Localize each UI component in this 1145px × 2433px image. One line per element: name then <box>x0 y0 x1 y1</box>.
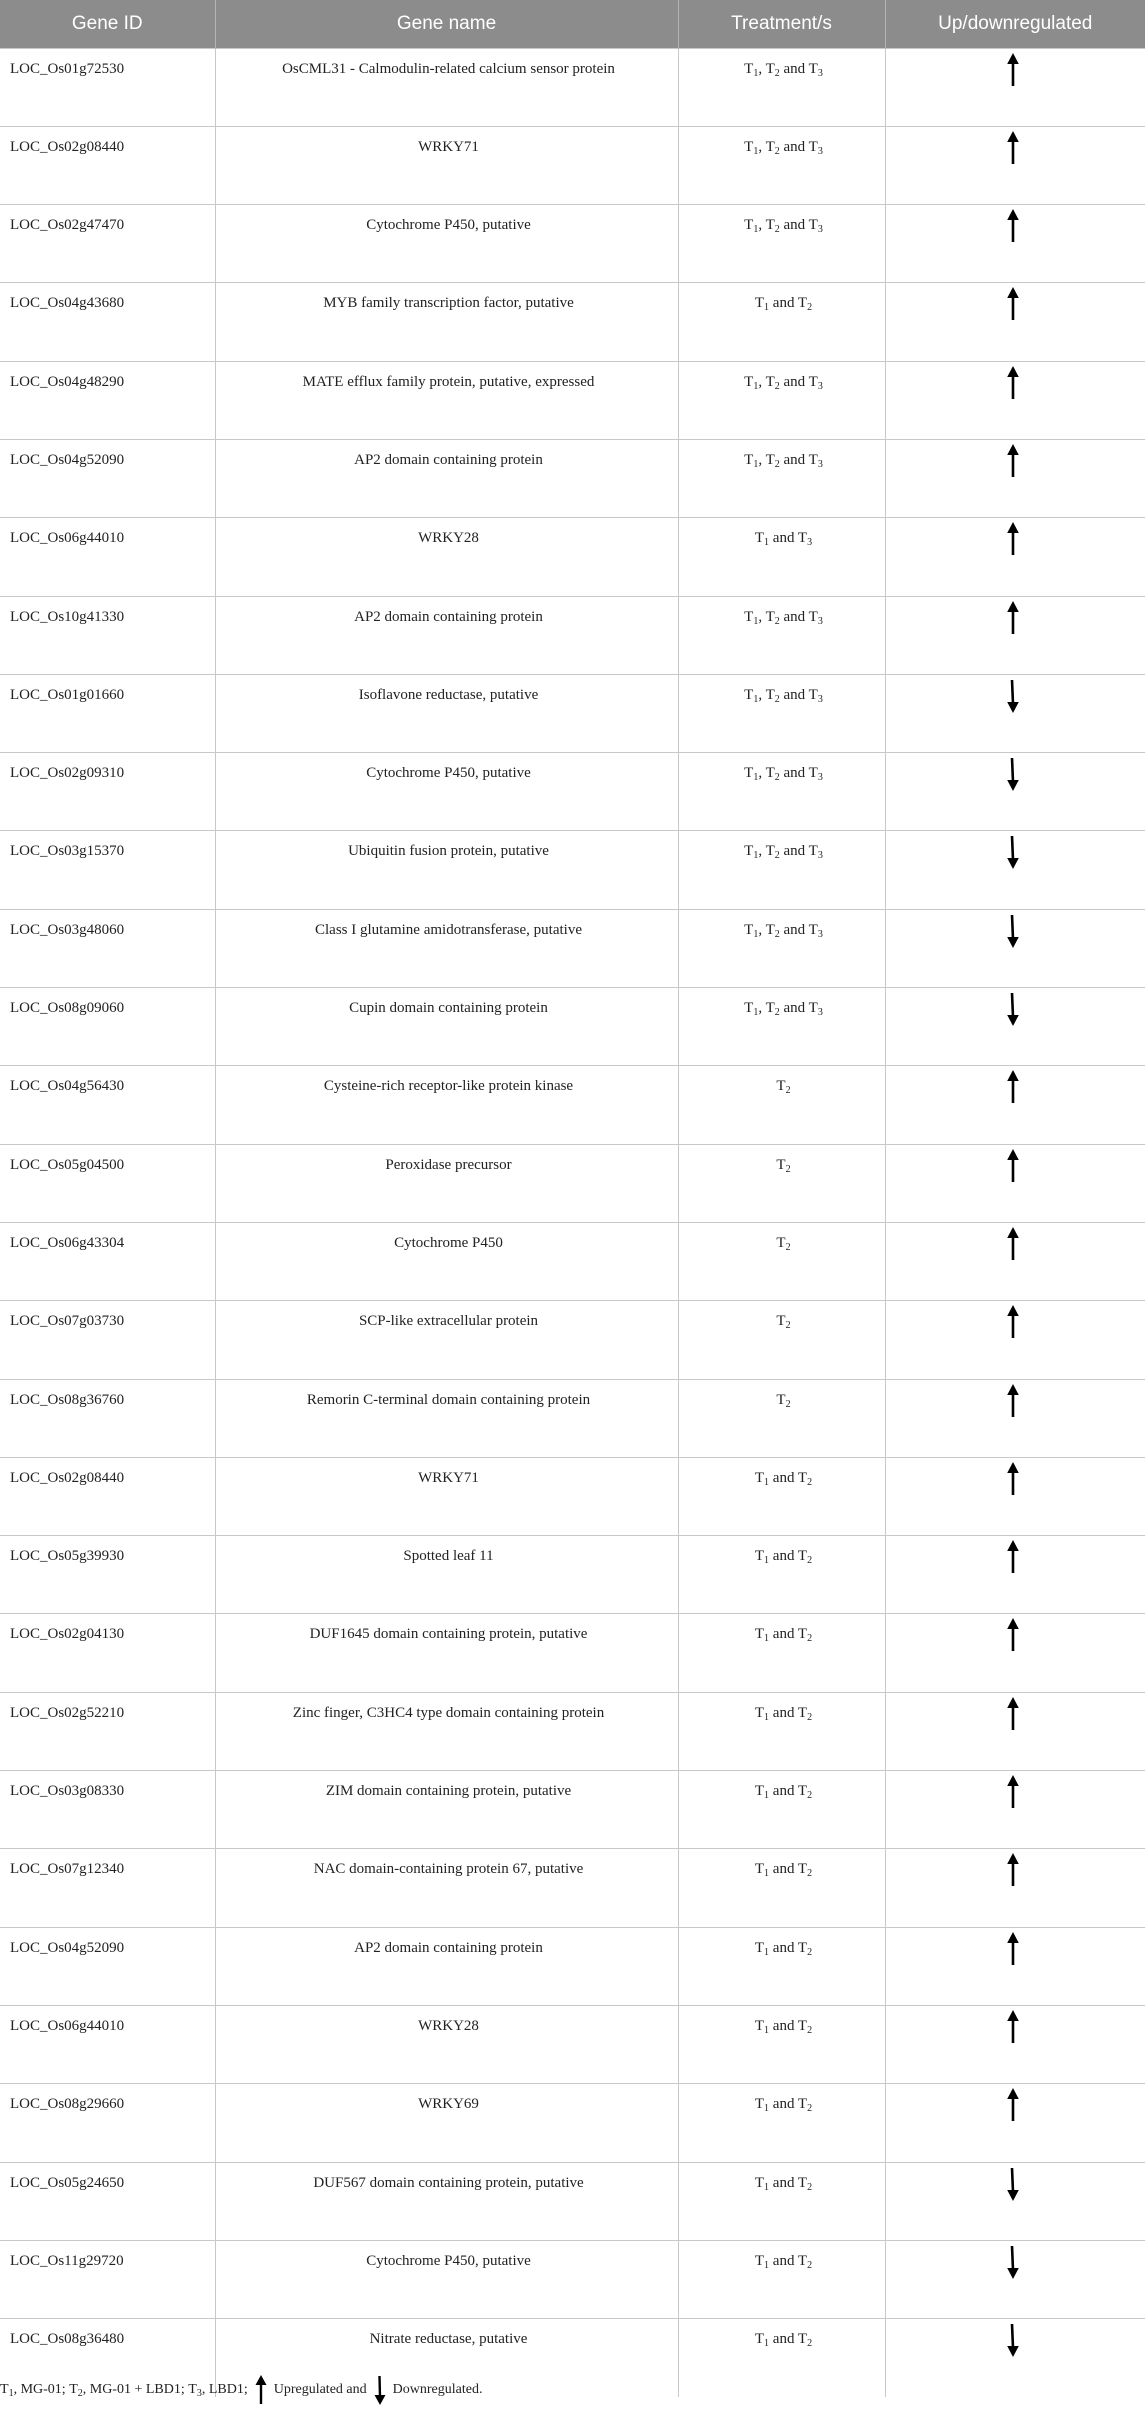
table-row <box>0 909 1145 987</box>
regulation-cell <box>885 2005 1145 2083</box>
treatments-cell: $T_2$ <box>678 1144 885 1222</box>
table-row <box>0 1457 1145 1535</box>
gene-name-cell: AP2 domain containing protein <box>215 1927 678 2005</box>
gene-name-cell: Nitrate reductase, putative <box>215 2319 678 2397</box>
gene-id-cell: LOC_Os01g72530 <box>0 48 215 126</box>
up-arrow-icon <box>1006 2088 1020 2122</box>
down-arrow-icon <box>1006 835 1020 869</box>
up-arrow-icon <box>1006 1618 1020 1652</box>
table-row <box>0 2005 1145 2083</box>
gene-name-cell: Cysteine-rich receptor-like protein kinase <box>215 1066 678 1144</box>
down-arrow-icon <box>373 2375 387 2405</box>
column-header-treatments: Treatment/s <box>678 0 885 48</box>
gene-id-cell: LOC_Os02g47470 <box>0 205 215 283</box>
up-arrow-icon <box>1006 366 1020 400</box>
treatments-cell: $T_1$ and $T_2$ <box>678 1457 885 1535</box>
footnote-t3: $T_3$, LBD1; <box>188 2381 248 2399</box>
gene-name-cell: Spotted leaf 11 <box>215 1536 678 1614</box>
table-row <box>0 1849 1145 1927</box>
table-row <box>0 361 1145 439</box>
gene-name-cell: Class I glutamine amidotransferase, putative <box>215 909 678 987</box>
table-row <box>0 2162 1145 2240</box>
table-header <box>0 0 1145 48</box>
gene-name-cell: Remorin C-terminal domain containing protein <box>215 1379 678 1457</box>
gene-id-cell: LOC_Os04g48290 <box>0 361 215 439</box>
regulation-cell <box>885 2084 1145 2162</box>
treatments-cell: $T_1$ and $T_2$ <box>678 1536 885 1614</box>
regulation-cell <box>885 1222 1145 1300</box>
regulation-cell <box>885 2240 1145 2318</box>
regulation-cell <box>885 753 1145 831</box>
treatments-cell: $T_1$ and $T_2$ <box>678 1614 885 1692</box>
table-row <box>0 283 1145 361</box>
table-row <box>0 2240 1145 2318</box>
treatments-cell: $T_2$ <box>678 1301 885 1379</box>
footnote-t2: $T_2$, MG-01 + LBD1; <box>69 2381 189 2399</box>
gene-name-cell: Cupin domain containing protein <box>215 988 678 1066</box>
gene-name-cell: MYB family transcription factor, putative <box>215 283 678 361</box>
treatments-cell: $T_1$ and $T_2$ <box>678 2005 885 2083</box>
gene-name-cell: WRKY71 <box>215 126 678 204</box>
up-arrow-icon <box>1006 1775 1020 1809</box>
treatments-cell: $T_1$ and $T_2$ <box>678 1692 885 1770</box>
gene-name-cell: OsCML31 - Calmodulin-related calcium sensor protein <box>215 48 678 126</box>
gene-name-cell: WRKY28 <box>215 2005 678 2083</box>
treatments-cell: $T_2$ <box>678 1222 885 1300</box>
treatments-cell: $T_1$, $T_2$ and $T_3$ <box>678 988 885 1066</box>
up-arrow-icon <box>1006 1697 1020 1731</box>
table-row <box>0 48 1145 126</box>
regulation-cell <box>885 518 1145 596</box>
gene-name-cell: DUF567 domain containing protein, putative <box>215 2162 678 2240</box>
regulation-cell <box>885 1301 1145 1379</box>
treatments-cell: $T_1$ and $T_3$ <box>678 518 885 596</box>
regulation-cell <box>885 283 1145 361</box>
treatments-cell: $T_1$, $T_2$ and $T_3$ <box>678 205 885 283</box>
down-arrow-icon <box>1006 757 1020 791</box>
gene-id-cell: LOC_Os04g52090 <box>0 439 215 517</box>
treatments-cell: $T_1$ and $T_2$ <box>678 283 885 361</box>
treatments-cell: $T_1$ and $T_2$ <box>678 2319 885 2397</box>
gene-name-cell: Cytochrome P450, putative <box>215 753 678 831</box>
gene-id-cell: LOC_Os04g52090 <box>0 1927 215 2005</box>
gene-id-cell: LOC_Os07g12340 <box>0 1849 215 1927</box>
gene-id-cell: LOC_Os02g09310 <box>0 753 215 831</box>
gene-name-cell: SCP-like extracellular protein <box>215 1301 678 1379</box>
regulation-cell <box>885 1536 1145 1614</box>
treatments-cell: $T_1$ and $T_2$ <box>678 2162 885 2240</box>
up-arrow-icon <box>1006 1305 1020 1339</box>
gene-name-cell: ZIM domain containing protein, putative <box>215 1771 678 1849</box>
gene-name-cell: AP2 domain containing protein <box>215 439 678 517</box>
up-arrow-icon <box>1006 601 1020 635</box>
regulation-cell <box>885 988 1145 1066</box>
treatments-cell: $T_2$ <box>678 1066 885 1144</box>
gene-id-cell: LOC_Os08g29660 <box>0 2084 215 2162</box>
table-row <box>0 439 1145 517</box>
table-row <box>0 753 1145 831</box>
up-arrow-icon <box>1006 1540 1020 1574</box>
up-arrow-icon <box>1006 1853 1020 1887</box>
gene-id-cell: LOC_Os05g39930 <box>0 1536 215 1614</box>
table-row <box>0 1927 1145 2005</box>
treatments-cell: $T_1$ and $T_2$ <box>678 1849 885 1927</box>
regulation-cell <box>885 1457 1145 1535</box>
up-arrow-icon <box>1006 131 1020 165</box>
gene-id-cell: LOC_Os08g36480 <box>0 2319 215 2397</box>
treatments-cell: $T_1$, $T_2$ and $T_3$ <box>678 48 885 126</box>
gene-name-cell: Isoflavone reductase, putative <box>215 674 678 752</box>
table-row <box>0 518 1145 596</box>
regulation-cell <box>885 1066 1145 1144</box>
regulation-cell <box>885 674 1145 752</box>
regulation-cell <box>885 1771 1145 1849</box>
treatments-cell: $T_1$, $T_2$ and $T_3$ <box>678 674 885 752</box>
regulation-cell <box>885 2319 1145 2397</box>
gene-name-cell: WRKY69 <box>215 2084 678 2162</box>
table-row <box>0 1144 1145 1222</box>
table-footnote <box>0 2375 482 2405</box>
gene-name-cell: Cytochrome P450, putative <box>215 2240 678 2318</box>
header-row <box>0 0 1145 48</box>
gene-name-cell: MATE efflux family protein, putative, expressed <box>215 361 678 439</box>
up-arrow-icon <box>1006 1149 1020 1183</box>
regulation-cell <box>885 1379 1145 1457</box>
table-row <box>0 1066 1145 1144</box>
gene-id-cell: LOC_Os08g09060 <box>0 988 215 1066</box>
gene-id-cell: LOC_Os06g43304 <box>0 1222 215 1300</box>
up-arrow-icon <box>254 2375 268 2405</box>
up-arrow-icon <box>1006 522 1020 556</box>
gene-name-cell: Peroxidase precursor <box>215 1144 678 1222</box>
gene-name-cell: Cytochrome P450, putative <box>215 205 678 283</box>
treatments-cell: $T_1$ and $T_2$ <box>678 2084 885 2162</box>
gene-name-cell: DUF1645 domain containing protein, putative <box>215 1614 678 1692</box>
down-arrow-icon <box>1006 914 1020 948</box>
table-row <box>0 2084 1145 2162</box>
treatments-cell: $T_1$, $T_2$ and $T_3$ <box>678 596 885 674</box>
treatments-cell: $T_1$ and $T_2$ <box>678 2240 885 2318</box>
table-row <box>0 1771 1145 1849</box>
gene-name-cell: NAC domain-containing protein 67, putative <box>215 1849 678 1927</box>
regulation-cell <box>885 909 1145 987</box>
up-arrow-icon <box>1006 209 1020 243</box>
gene-id-cell: LOC_Os01g01660 <box>0 674 215 752</box>
table-row <box>0 1379 1145 1457</box>
down-arrow-icon <box>1006 2167 1020 2201</box>
treatments-cell: $T_1$, $T_2$ and $T_3$ <box>678 753 885 831</box>
treatments-cell: $T_2$ <box>678 1379 885 1457</box>
gene-id-cell: LOC_Os07g03730 <box>0 1301 215 1379</box>
table-row <box>0 126 1145 204</box>
regulation-cell <box>885 596 1145 674</box>
gene-id-cell: LOC_Os03g15370 <box>0 831 215 909</box>
treatments-cell: $T_1$, $T_2$ and $T_3$ <box>678 361 885 439</box>
treatments-cell: $T_1$ and $T_2$ <box>678 1927 885 2005</box>
gene-id-cell: LOC_Os04g56430 <box>0 1066 215 1144</box>
treatments-cell: $T_1$, $T_2$ and $T_3$ <box>678 126 885 204</box>
table-row <box>0 1536 1145 1614</box>
gene-name-cell: AP2 domain containing protein <box>215 596 678 674</box>
regulation-cell <box>885 1927 1145 2005</box>
column-header-regulation: Up/downregulated <box>885 0 1145 48</box>
regulation-cell <box>885 1144 1145 1222</box>
gene-id-cell: LOC_Os05g24650 <box>0 2162 215 2240</box>
gene-id-cell: LOC_Os02g04130 <box>0 1614 215 1692</box>
footnote-down-label: Downregulated. <box>392 2382 483 2397</box>
gene-id-cell: LOC_Os04g43680 <box>0 283 215 361</box>
gene-id-cell: LOC_Os06g44010 <box>0 2005 215 2083</box>
regulation-cell <box>885 2162 1145 2240</box>
down-arrow-icon <box>1006 679 1020 713</box>
regulation-cell <box>885 1692 1145 1770</box>
regulation-cell <box>885 48 1145 126</box>
gene-id-cell: LOC_Os02g52210 <box>0 1692 215 1770</box>
up-arrow-icon <box>1006 287 1020 321</box>
column-header-gene-name: Gene name <box>215 0 678 48</box>
regulation-cell <box>885 1614 1145 1692</box>
gene-id-cell: LOC_Os02g08440 <box>0 1457 215 1535</box>
regulation-cell <box>885 205 1145 283</box>
table-row <box>0 1614 1145 1692</box>
down-arrow-icon <box>1006 992 1020 1026</box>
table-body <box>0 48 1145 2397</box>
table-row <box>0 1692 1145 1770</box>
gene-id-cell: LOC_Os02g08440 <box>0 126 215 204</box>
up-arrow-icon <box>1006 1932 1020 1966</box>
up-arrow-icon <box>1006 1384 1020 1418</box>
gene-name-cell: WRKY71 <box>215 1457 678 1535</box>
gene-name-cell: WRKY28 <box>215 518 678 596</box>
table-row <box>0 831 1145 909</box>
treatments-cell: $T_1$ and $T_2$ <box>678 1771 885 1849</box>
table-row <box>0 1301 1145 1379</box>
down-arrow-icon <box>1006 2323 1020 2357</box>
up-arrow-icon <box>1006 1227 1020 1261</box>
gene-id-cell: LOC_Os10g41330 <box>0 596 215 674</box>
footnote-t1: $T_1$, MG-01; <box>0 2381 70 2399</box>
table-row <box>0 1222 1145 1300</box>
table-row <box>0 988 1145 1066</box>
regulation-cell <box>885 439 1145 517</box>
gene-id-cell: LOC_Os03g48060 <box>0 909 215 987</box>
regulation-cell <box>885 1849 1145 1927</box>
table-row <box>0 596 1145 674</box>
gene-id-cell: LOC_Os08g36760 <box>0 1379 215 1457</box>
column-header-gene-id: Gene ID <box>71 12 143 34</box>
up-arrow-icon <box>1006 1462 1020 1496</box>
gene-name-cell: Zinc finger, C3HC4 type domain containing protein <box>215 1692 678 1770</box>
table-row <box>0 674 1145 752</box>
table-row <box>0 205 1145 283</box>
treatments-cell: $T_1$, $T_2$ and $T_3$ <box>678 831 885 909</box>
gene-id-cell: LOC_Os06g44010 <box>0 518 215 596</box>
up-arrow-icon <box>1006 2010 1020 2044</box>
treatments-cell: $T_1$, $T_2$ and $T_3$ <box>678 909 885 987</box>
gene-id-cell: LOC_Os05g04500 <box>0 1144 215 1222</box>
gene-id-cell: LOC_Os11g29720 <box>0 2240 215 2318</box>
gene-name-cell: Ubiquitin fusion protein, putative <box>215 831 678 909</box>
up-arrow-icon <box>1006 1070 1020 1104</box>
regulation-cell <box>885 831 1145 909</box>
down-arrow-icon <box>1006 2245 1020 2279</box>
up-arrow-icon <box>1006 444 1020 478</box>
footnote-up-label: Upregulated and <box>273 2382 367 2397</box>
up-arrow-icon <box>1006 53 1020 87</box>
gene-name-cell: Cytochrome P450 <box>215 1222 678 1300</box>
regulation-cell <box>885 126 1145 204</box>
gene-id-cell: LOC_Os03g08330 <box>0 1771 215 1849</box>
regulation-cell <box>885 361 1145 439</box>
treatments-cell: $T_1$, $T_2$ and $T_3$ <box>678 439 885 517</box>
